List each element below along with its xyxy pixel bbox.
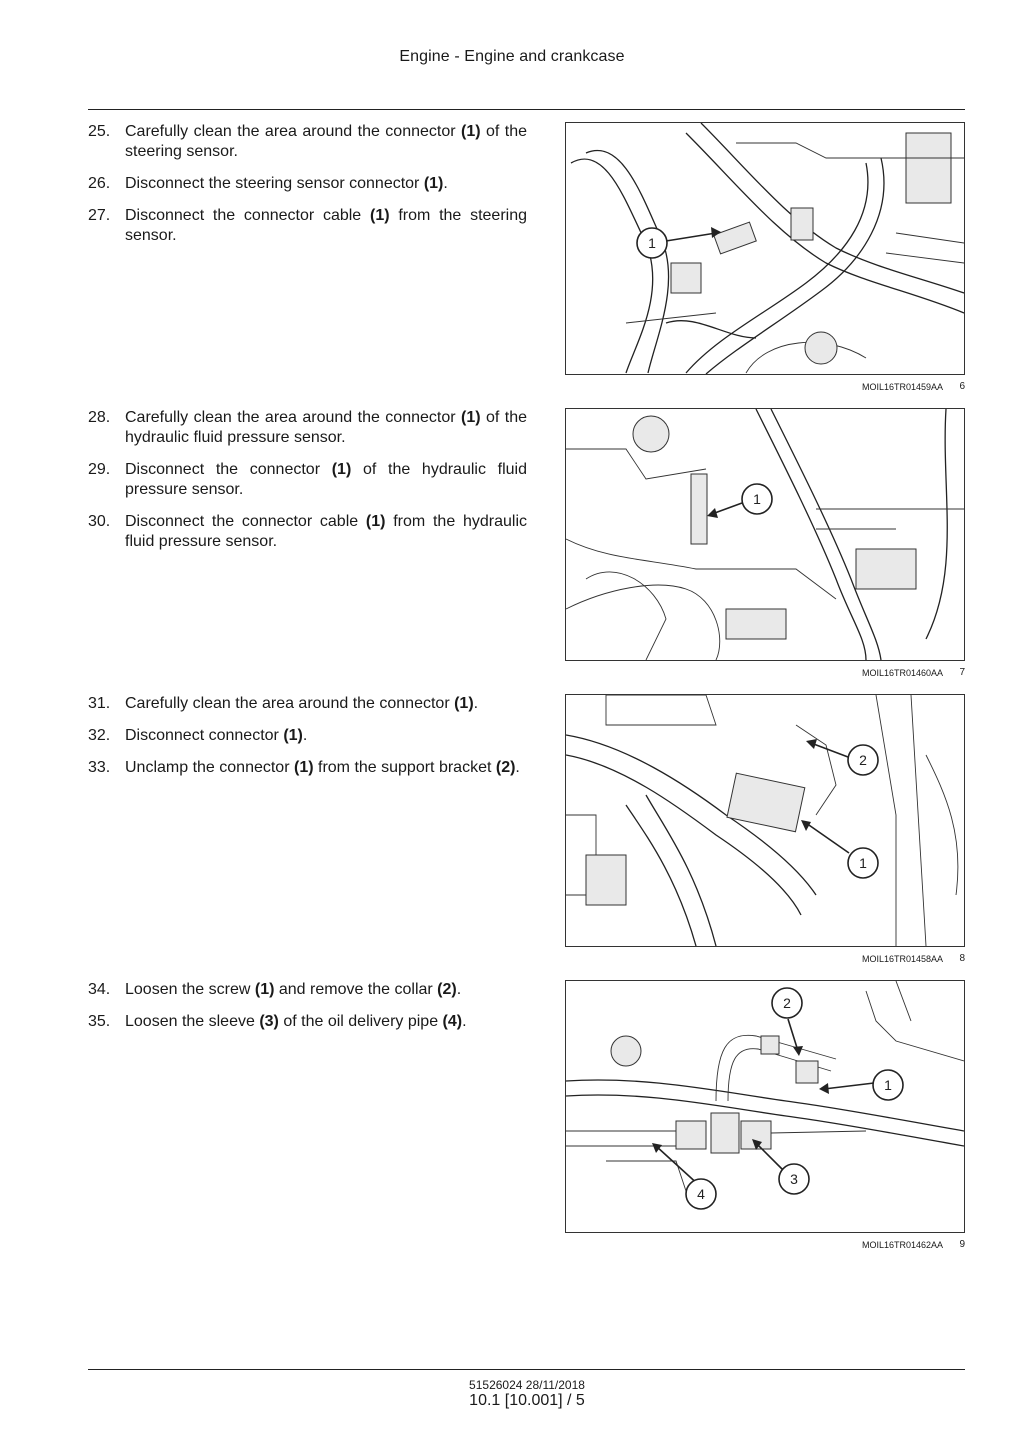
step-text: Disconnect connector: [125, 727, 284, 744]
illustration-steering-sensor: [566, 123, 964, 374]
step-text: Disconnect the connector: [125, 461, 332, 478]
step-number: 29.: [88, 461, 111, 478]
step-number: 35.: [88, 1013, 111, 1030]
figure-number: 9: [959, 1239, 965, 1250]
step-item: [88, 758, 527, 778]
callout-2: [848, 745, 878, 775]
line-art: [571, 123, 964, 374]
step-item: [88, 726, 527, 746]
line-art: [566, 695, 958, 946]
step-number: 34.: [88, 981, 111, 998]
figure-number: 7: [959, 667, 965, 678]
step-reference: (1): [283, 727, 303, 744]
step-reference: (1): [365, 513, 386, 530]
step-item: [88, 980, 527, 1000]
step-text: and remove the collar: [274, 981, 438, 998]
step-item: [88, 174, 527, 194]
step-list: [88, 980, 527, 1044]
step-number: 31.: [88, 695, 111, 712]
step-list: [88, 408, 527, 564]
line-art: [566, 409, 964, 660]
step-number: 28.: [88, 409, 111, 426]
figure-steering-sensor: [565, 122, 965, 375]
illustration-oil-delivery-pipe: [566, 981, 964, 1232]
figure-connector-support-bracket: [565, 694, 965, 947]
footer-document-reference: 51526024 28/11/2018: [469, 1378, 585, 1392]
step-reference: (1): [423, 175, 444, 192]
step-text: .: [456, 981, 462, 998]
step-number: 27.: [88, 207, 111, 224]
step-list: [88, 694, 527, 790]
step-item: [88, 206, 527, 246]
figure-caption: [565, 954, 965, 968]
figure-code: MOIL16TR01458AA: [861, 954, 943, 964]
callout-1: [637, 228, 667, 258]
callout-4: [686, 1179, 716, 1209]
callout-2: [772, 988, 802, 1018]
step-text: Carefully clean the area around the connector: [125, 695, 455, 712]
step-text: of the oil delivery pipe: [278, 1013, 443, 1030]
step-item: [88, 408, 527, 448]
svg-text:1: 1: [648, 235, 656, 251]
step-item: [88, 512, 527, 552]
figure-caption: [565, 668, 965, 682]
step-text: from the hydraulic fluid pressure sensor.: [125, 513, 528, 550]
step-reference: (1): [454, 695, 474, 712]
step-text: of the steering sensor.: [125, 123, 527, 160]
step-text: Loosen the screw: [125, 981, 255, 998]
svg-text:2: 2: [783, 995, 791, 1011]
footer-divider: [88, 1369, 965, 1370]
step-text: .: [462, 1013, 467, 1030]
step-reference: (1): [293, 759, 314, 776]
line-art: [566, 981, 964, 1191]
svg-text:3: 3: [790, 1171, 798, 1187]
figure-caption: [565, 1240, 965, 1254]
callout-3: [779, 1164, 809, 1194]
callout-1: [742, 484, 772, 514]
step-text: .: [473, 695, 479, 712]
step-reference: (1): [369, 207, 390, 224]
svg-text:1: 1: [753, 491, 761, 507]
callout-1: [873, 1070, 903, 1100]
footer-page-number: 10.1 [10.001] / 5: [469, 1392, 585, 1409]
figure-number: 6: [959, 381, 965, 392]
figure-number: 8: [959, 953, 965, 964]
step-item: [88, 1012, 527, 1032]
step-text: .: [443, 175, 448, 192]
step-reference: (1): [460, 409, 481, 426]
figure-code: MOIL16TR01459AA: [861, 382, 943, 392]
header-divider: [88, 109, 965, 110]
step-item: [88, 122, 527, 162]
step-text: Disconnect the steering sensor connector: [125, 175, 424, 192]
illustration-connector-support-bracket: [566, 695, 964, 946]
callout-1: [848, 848, 878, 878]
svg-text:1: 1: [859, 855, 867, 871]
step-text: Carefully clean the area around the connector: [125, 123, 461, 140]
illustration-hydraulic-pressure-sensor: [566, 409, 964, 660]
step-text: Loosen the sleeve: [125, 1013, 260, 1030]
step-list: [88, 122, 527, 258]
step-text: Unclamp the connector: [125, 759, 294, 776]
svg-text:1: 1: [884, 1077, 892, 1093]
svg-text:4: 4: [697, 1186, 705, 1202]
figure-code: MOIL16TR01460AA: [861, 668, 943, 678]
step-text: Disconnect the connector cable: [125, 207, 370, 224]
svg-text:2: 2: [859, 752, 867, 768]
step-reference: (2): [437, 981, 457, 998]
step-text: of the hydraulic fluid pressure sensor.: [125, 409, 527, 446]
step-number: 30.: [88, 513, 111, 530]
step-item: [88, 694, 527, 714]
step-text: .: [302, 727, 308, 744]
figure-caption: [565, 382, 965, 396]
figure-code: MOIL16TR01462AA: [861, 1240, 943, 1250]
step-reference: (1): [460, 123, 481, 140]
step-item: [88, 460, 527, 500]
step-text: from the steering sensor.: [125, 207, 528, 244]
step-reference: (3): [259, 1013, 279, 1030]
step-text: Disconnect the connector cable: [125, 513, 366, 530]
page-header-title: Engine - Engine and crankcase: [399, 48, 625, 65]
step-number: 33.: [88, 759, 111, 776]
step-number: 26.: [88, 175, 111, 192]
arrows: [801, 739, 849, 853]
arrow: [666, 227, 721, 241]
figure-oil-delivery-pipe: [565, 980, 965, 1233]
step-reference: (1): [331, 461, 352, 478]
step-text: Carefully clean the area around the connector: [125, 409, 461, 426]
figure-hydraulic-pressure-sensor: [565, 408, 965, 661]
step-number: 32.: [88, 727, 111, 744]
step-text: from the support bracket: [313, 759, 496, 776]
arrow: [707, 503, 742, 518]
step-text: .: [515, 759, 520, 776]
step-text: of the hydraulic fluid pressure sensor.: [125, 461, 527, 498]
step-number: 25.: [88, 123, 111, 140]
step-reference: (1): [254, 981, 275, 998]
step-reference: (2): [495, 759, 516, 776]
step-reference: (4): [442, 1013, 463, 1030]
